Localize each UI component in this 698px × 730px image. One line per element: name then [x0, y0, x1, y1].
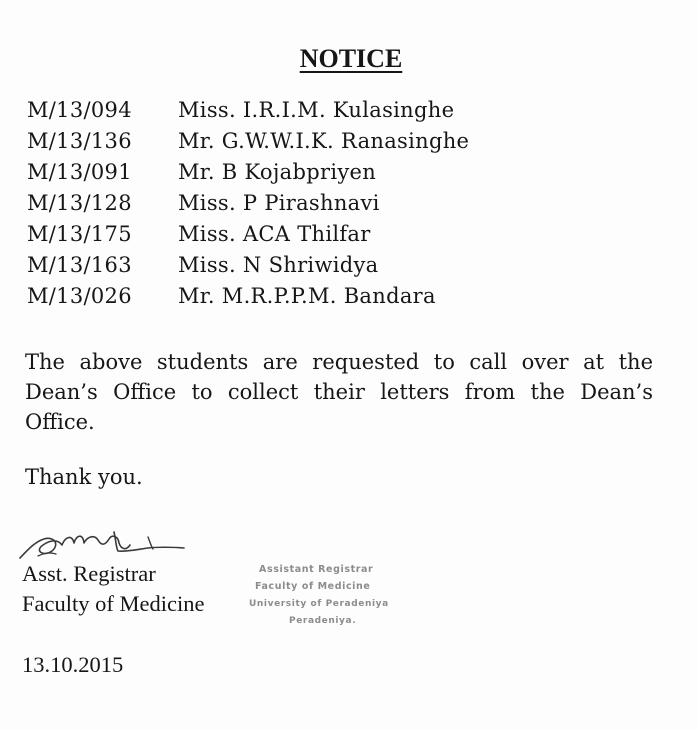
- registration-number: M/13/163: [27, 253, 132, 277]
- handwritten-signature: [14, 518, 189, 562]
- registration-number: M/13/175: [27, 222, 132, 246]
- closing-text: Thank you.: [25, 465, 143, 489]
- registration-number: M/13/091: [27, 160, 132, 184]
- registration-number: M/13/136: [27, 129, 132, 153]
- notice-title: NOTICE: [299, 44, 403, 73]
- registration-number: M/13/094: [27, 98, 132, 122]
- official-stamp: [243, 560, 413, 628]
- svg-text:Assistant Registrar: Assistant Registrar: [259, 564, 374, 575]
- list-item: [27, 250, 469, 281]
- list-item: [27, 188, 469, 219]
- student-name: Miss. N Shriwidya: [178, 253, 379, 277]
- svg-text:Faculty of Medicine: Faculty of Medicine: [255, 581, 371, 592]
- student-list: [27, 95, 469, 312]
- registration-number: M/13/128: [27, 191, 132, 215]
- list-item: [27, 157, 469, 188]
- student-name: Miss. I.R.I.M. Kulasinghe: [178, 98, 455, 122]
- registration-number: M/13/026: [27, 284, 132, 308]
- student-name: Mr. G.W.W.I.K. Ranasinghe: [178, 129, 470, 153]
- svg-text:University of Peradeniya: University of Peradeniya: [249, 599, 389, 609]
- notice-body: The above students are requested to call over at the Dean’s Office to collect their letters from the Dean’s Office.: [25, 350, 653, 434]
- list-item: [27, 95, 469, 126]
- student-name: Mr. B Kojabpriyen: [178, 160, 377, 184]
- signatory-role: Asst. Registrar: [22, 561, 156, 586]
- list-item: [27, 219, 469, 250]
- notice-date: 13.10.2015: [22, 652, 124, 677]
- signatory-faculty: Faculty of Medicine: [22, 591, 205, 616]
- student-name: Miss. ACA Thilfar: [178, 222, 371, 246]
- student-name: Mr. M.R.P.P.M. Bandara: [178, 284, 436, 308]
- list-item: [27, 281, 469, 312]
- svg-text:Peradeniya.: Peradeniya.: [289, 616, 357, 626]
- student-name: Miss. P Pirashnavi: [178, 191, 380, 215]
- list-item: [27, 126, 469, 157]
